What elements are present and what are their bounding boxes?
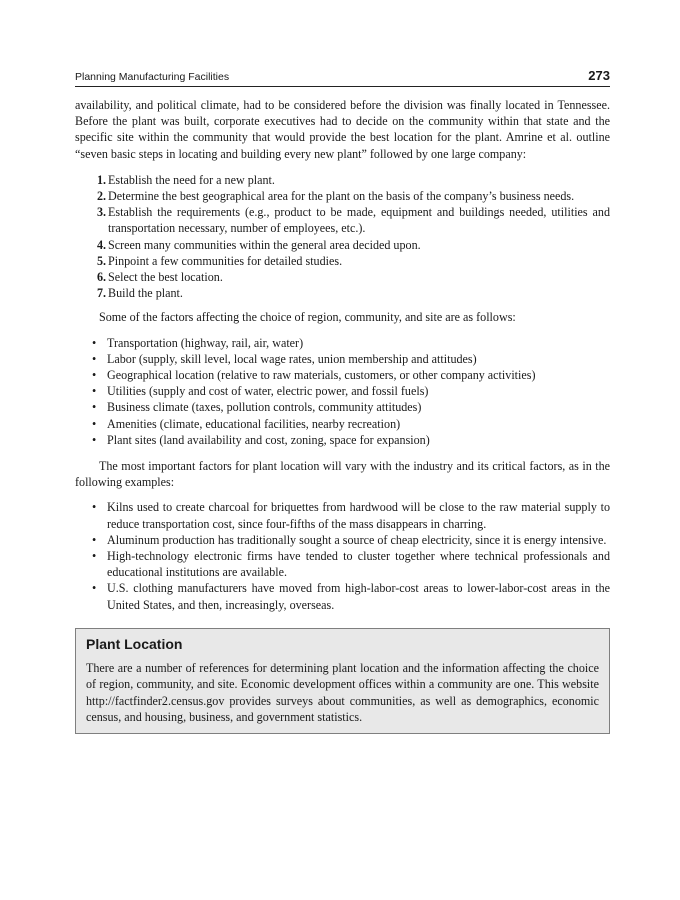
step-item — [99, 253, 610, 269]
step-text: Determine the best geographical area for the plant on the basis of the company’s business needs. — [108, 189, 575, 204]
page-number: 273 — [588, 68, 610, 83]
example-text: Kilns used to create charcoal for briquettes from hardwood will be close to the raw material supply to reduce transportation cost, since four-fifths of the mass disappears in charring. — [107, 500, 610, 531]
factor-item — [92, 367, 610, 383]
steps-list — [75, 172, 610, 302]
step-text: Establish the need for a new plant. — [108, 172, 275, 187]
example-item — [92, 548, 610, 580]
example-item — [92, 532, 610, 548]
sidebar-title: Plant Location — [86, 635, 183, 652]
step-item — [99, 188, 610, 204]
bullet-icon: • — [92, 581, 97, 596]
factor-item — [92, 416, 610, 432]
factor-text: Labor (supply, skill level, local wage rates, union membership and attitudes) — [107, 351, 477, 366]
step-item — [99, 172, 610, 188]
page — [75, 68, 610, 734]
factor-item — [92, 399, 610, 415]
factor-item — [92, 351, 610, 367]
plant-location-sidebar — [75, 628, 610, 734]
bullet-icon: • — [92, 416, 97, 431]
example-text: Aluminum production has traditionally sought a source of cheap electricity, since it is energy intensive. — [107, 532, 607, 547]
step-number: 6. — [97, 270, 107, 285]
factor-text: Amenities (climate, educational facilities, nearby recreation) — [107, 416, 401, 431]
step-text: Pinpoint a few communities for detailed studies. — [108, 253, 343, 268]
bullet-icon: • — [92, 351, 97, 366]
step-item — [99, 285, 610, 301]
factor-text: Transportation (highway, rail, air, water) — [107, 335, 304, 350]
bullet-icon: • — [92, 500, 97, 515]
step-number: 2. — [97, 189, 107, 204]
factors-list — [75, 335, 610, 448]
factor-text: Business climate (taxes, pollution controls, community attitudes) — [107, 400, 422, 415]
step-text: Screen many communities within the general area decided upon. — [108, 237, 421, 252]
bullet-icon: • — [92, 384, 97, 399]
example-item — [92, 580, 610, 612]
step-number: 4. — [97, 237, 107, 252]
intro-paragraph: availability, and political climate, had to be considered before the division was finally located in Tennessee. Before the plant was built, corporate executives had to decide on the community within that state and the specific site within the community that would provide the best location for the plant. Amrine et al. outline “seven basic steps in locating and building every new plant” followed by one large company: — [75, 98, 610, 161]
step-number: 3. — [97, 205, 107, 220]
factor-item — [92, 383, 610, 399]
examples-intro: The most important factors for plant location will vary with the industry and its critical factors, as in the following examples: — [75, 459, 610, 490]
step-text: Establish the requirements (e.g., product to be made, equipment and buildings needed, utilities and transportation necessary, number of employees, etc.). — [108, 205, 610, 236]
running-head — [75, 68, 610, 87]
example-text: High-technology electronic firms have tended to cluster together where technical professionals and educational institutions are available. — [107, 549, 610, 580]
examples-list — [75, 499, 610, 612]
step-text: Build the plant. — [108, 286, 183, 301]
example-text: U.S. clothing manufacturers have moved from high-labor-cost areas to lower-labor-cost areas in the United States, and then, increasingly, overseas. — [107, 581, 610, 612]
bullet-icon: • — [92, 368, 97, 383]
body — [75, 97, 610, 734]
factor-item — [92, 432, 610, 448]
sidebar-text: There are a number of references for determining plant location and the information affecting the choice of region, community, and site. Economic development offices within a community are one. This website http://factfinder2.census.gov provides surveys about communities, as well as demographics, economic census, and housing, business, and government statistics. — [86, 661, 599, 724]
step-number: 1. — [97, 172, 107, 187]
factors-intro: Some of the factors affecting the choice of region, community, and site are as follows: — [99, 310, 516, 325]
bullet-icon: • — [92, 532, 97, 547]
running-head-title: Planning Manufacturing Facilities — [75, 71, 230, 83]
bullet-icon: • — [92, 549, 97, 564]
bullet-icon: • — [92, 335, 97, 350]
factor-text: Geographical location (relative to raw materials, customers, or other company activities) — [107, 368, 536, 383]
example-item — [92, 499, 610, 531]
step-item — [99, 237, 610, 253]
step-text: Select the best location. — [108, 270, 223, 285]
step-number: 5. — [97, 253, 107, 268]
factor-item — [92, 335, 610, 351]
factor-text: Utilities (supply and cost of water, electric power, and fossil fuels) — [107, 384, 429, 399]
step-item — [99, 204, 610, 236]
bullet-icon: • — [92, 432, 97, 447]
bullet-icon: • — [92, 400, 97, 415]
step-item — [99, 269, 610, 285]
step-number: 7. — [97, 286, 107, 301]
factor-text: Plant sites (land availability and cost, zoning, space for expansion) — [107, 432, 430, 447]
